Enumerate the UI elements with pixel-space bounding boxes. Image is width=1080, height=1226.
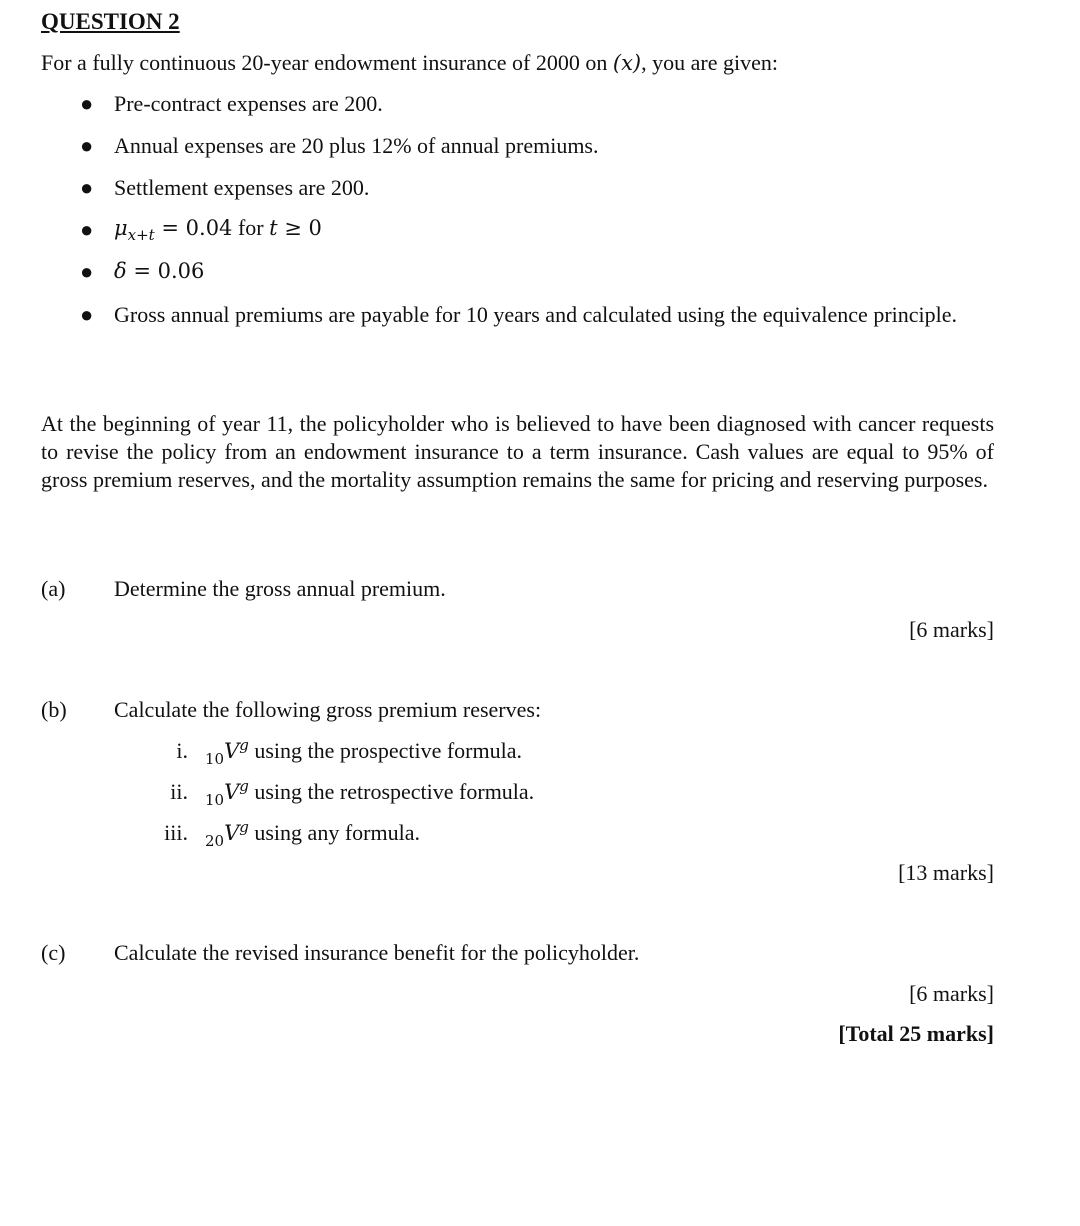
scenario-paragraph: At the beginning of year 11, the policyholder who is believed to have been diagnosed with cancer requests to revise the policy from an endowment insurance to a term insurance. Cash values are equal to 95% of gross premium reserves, and the mortality assumption remains the same for pricing and reserving purposes. — [41, 411, 994, 492]
given-item-premiums: Gross annual premiums are payable for 10 years and calculated using the equivalence principle. — [114, 302, 958, 327]
reserve-superscript: g — [239, 777, 249, 795]
t-variable: t — [269, 216, 278, 240]
bullet-dot: ● — [80, 133, 94, 158]
subitem-number: i. — [176, 738, 188, 763]
bullet-dot: ● — [80, 217, 94, 242]
intro-after: , you are given: — [641, 50, 778, 75]
reserve-symbol: V — [224, 739, 240, 763]
part-c-marks: [6 marks] — [909, 981, 994, 1006]
delta-symbol: δ — [114, 259, 127, 283]
reserve-symbol: V — [224, 821, 240, 845]
mu-value: = 0.04 — [154, 216, 233, 240]
intro-before: For a fully continuous 20-year endowment insurance of 2000 on — [41, 50, 613, 75]
subitem-number: ii. — [170, 779, 188, 804]
delta-value: = 0.06 — [126, 259, 205, 283]
reserve-time-subscript: 20 — [205, 832, 225, 850]
total-marks: [Total 25 marks] — [838, 1021, 994, 1046]
subitem-prospective — [205, 737, 522, 767]
subitem-retrospective — [205, 778, 534, 808]
question-heading: QUESTION 2 — [41, 9, 180, 34]
subitem-text: using the retrospective formula. — [248, 779, 535, 804]
bullet-dot: ● — [80, 302, 94, 327]
reserve-symbol: V — [224, 780, 240, 804]
part-a-text: Determine the gross annual premium. — [114, 576, 446, 601]
given-item-annual-expenses: Annual expenses are 20 plus 12% of annual premiums. — [114, 133, 599, 158]
part-c-text: Calculate the revised insurance benefit for the policyholder. — [114, 940, 640, 965]
given-item-settlement: Settlement expenses are 200. — [114, 175, 370, 200]
mu-subscript: x+t — [127, 226, 155, 244]
part-b-label: (b) — [41, 697, 67, 722]
bullet-dot: ● — [80, 259, 94, 284]
given-item-precontract: Pre-contract expenses are 200. — [114, 91, 383, 116]
given-item-force-of-mortality — [114, 214, 994, 244]
given-item-delta — [114, 257, 994, 285]
t-condition: ≥ 0 — [277, 216, 322, 240]
part-c-label: (c) — [41, 940, 66, 965]
part-b-marks: [13 marks] — [898, 860, 994, 885]
reserve-superscript: g — [239, 818, 249, 836]
subitem-number: iii. — [164, 820, 188, 845]
reserve-superscript: g — [239, 736, 249, 754]
bullet-dot: ● — [80, 91, 94, 116]
bullet-dot: ● — [80, 175, 94, 200]
intro-text — [41, 49, 778, 77]
part-a-label: (a) — [41, 576, 66, 601]
mu-symbol: μ — [114, 216, 128, 240]
intro-variable: (x) — [612, 51, 642, 75]
subitem-any-formula — [205, 819, 420, 849]
part-b-text: Calculate the following gross premium reserves: — [114, 697, 542, 722]
subitem-text: using any formula. — [248, 820, 420, 845]
subitem-text: using the prospective formula. — [248, 738, 522, 763]
part-a-marks: [6 marks] — [909, 617, 994, 642]
reserve-time-subscript: 10 — [205, 791, 225, 809]
mu-for: for — [232, 215, 270, 240]
reserve-time-subscript: 10 — [205, 750, 225, 768]
